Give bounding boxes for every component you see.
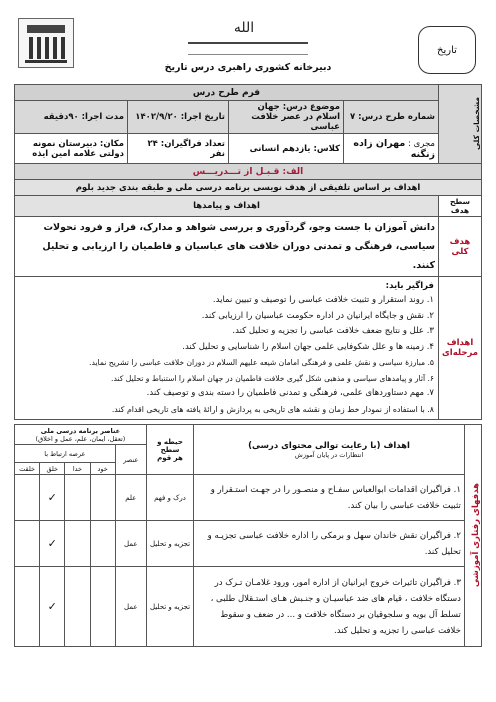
grade-cell: کلاس: یازدهم انسانی xyxy=(228,134,343,164)
list-item: ۷. مهم دستاوردهای علمی، فرهنگی و تمدنی فاطمیان را دسته بندی و توصیف کند. xyxy=(146,388,434,398)
behavioral-goal-text: ۳. فراگیران تاثیرات خروج ایرانیان از اداره امور، ورود غلامـان تـرک در دستگاه خلافت ، قیام های ضد عباسیـان و جنـبش هـای استـقلال طلبی ، تسلط آل بویه و سلجوقیان بر دستگاه خلافت و ... در ضعف و سقوط خلافت عباسی را تجزیه و تحلیل کند. xyxy=(194,567,465,647)
bloom-column-subtitle: هر قوم xyxy=(157,453,183,462)
area-cell xyxy=(15,567,40,647)
bloom-level: درک و فهم xyxy=(146,475,193,521)
bloom-column-header xyxy=(146,425,193,475)
behavioral-side-label: هدفهای رفتاری آموزشی xyxy=(471,483,481,588)
general-info-table xyxy=(14,84,482,420)
list-item: ۵. مبارزهٔ سیاسی و نقش علمی و فرهنگی امامان شیعه علیهم السلام در دوران خلافت عباسی را تشریح نماید. xyxy=(89,358,434,367)
behavioral-goal-text: ۱. فراگیران اقدامات ابوالعباس سفـاح و منصـور را در جهـت استـقرار و تثبیت خلافت عباسی را بیان کند. xyxy=(194,475,465,521)
check-icon: ✓ xyxy=(40,475,65,521)
element-cell: عمل xyxy=(115,521,146,567)
list-item: ۱. روند استقرار و تثبیت خلافت عباسی را توصیف و تبیین نماید. xyxy=(212,295,434,305)
general-goal-text: دانش آموزان با جست وجو، گردآوری و بررسی شواهد و مدارک، فراز و فرود تحولات سیاسی، فرهنگی و تمدنی دوران خلافت های عباسیان و فاطمیان را ارزیابی و تحلیل کنند. xyxy=(15,217,439,277)
place-cell: مکان: دبیرستان نمونه دولتی علامه امین ایذه xyxy=(15,134,128,164)
emblem-icon: الله xyxy=(233,20,255,36)
page-header xyxy=(18,18,476,80)
goals-column-subtitle: انتظارات در پایان آموزش xyxy=(294,450,364,459)
form-title: فرم طرح درس xyxy=(15,85,439,101)
lesson-duration: مدت اجرا: ۹۰دقیقه xyxy=(15,101,128,134)
bloom-column-title: حیطه و سطح xyxy=(157,437,183,454)
teacher-cell xyxy=(343,134,438,164)
date-box xyxy=(418,26,476,74)
learners-cell: تعداد فراگیران: ۲۴ نفر xyxy=(127,134,228,164)
area-cell xyxy=(15,475,40,521)
element-cell: علم xyxy=(115,475,146,521)
area-self: خود xyxy=(90,463,115,475)
lesson-date: تاریخ اجرا: ۱۴۰۲/۹/۲۰ xyxy=(127,101,228,134)
area-cell xyxy=(65,475,90,521)
goals-column-header xyxy=(194,425,465,475)
bloom-level: تجزیه و تحلیل xyxy=(146,567,193,647)
list-item: ۶. آثار و پیامدهای سیاسی و مذهبی شکل گیری خلافت فاطمیان در جهان اسلام را استنباط و تحلیل کند. xyxy=(111,373,434,383)
table-row xyxy=(15,567,482,647)
area-people: خلق xyxy=(40,463,65,475)
area-cell xyxy=(65,567,90,647)
national-elements-subtitle: (تعقل، ایمان، علم، عمل و اخلاق) xyxy=(35,434,126,443)
areas-header: عرصه ارتباط با xyxy=(15,445,116,463)
list-item: ۴. زمینه ها و علل شکوفایی علمی جهان اسلام را شناسایی و تحلیل کند. xyxy=(182,341,434,352)
area-god: خدا xyxy=(65,463,90,475)
general-goal-label: هدف کلی xyxy=(438,217,481,277)
element-cell: عمل xyxy=(115,567,146,647)
school-logo-icon xyxy=(18,18,74,68)
general-side-cell xyxy=(438,85,481,164)
national-elements-header xyxy=(15,425,147,445)
behavioral-goal-text: ۲. فراگیران نقش خاندان سهل و برمکی را اداره خلافت عباسی تجزیـه و تحلیل کند. xyxy=(194,521,465,567)
stage-goals-list xyxy=(19,293,434,417)
check-icon: ✓ xyxy=(40,567,65,647)
date-label: تاریخ xyxy=(437,44,457,56)
area-cell xyxy=(90,475,115,521)
teacher-name: مهران زاده زنگنه xyxy=(353,137,435,160)
element-column-header: عنصر xyxy=(115,445,146,475)
lesson-subject: موضوع درس: جهان اسلام در عصر خلافت عباسی xyxy=(228,101,343,134)
list-item: ۸. با استفاده از نمودار خط زمان و نقشه های تاریخی به پردازش و ارائهٔ یافته های تاریخی اقدام کند. xyxy=(111,404,434,414)
stage-goals-intro: فراگیر باید: xyxy=(385,281,434,291)
goals-column-title: اهداف (با رعایت توالی محتوای درسی) xyxy=(248,440,410,451)
area-cell xyxy=(90,567,115,647)
bloom-level: تجزیه و تحلیل xyxy=(146,521,193,567)
section-a-subtitle: اهداف بر اساس تلفیقی از هدف نویسی برنامه درسی ملی و طبقه بندی جدید بلوم xyxy=(15,180,482,196)
behavioral-side-cell xyxy=(464,425,481,647)
area-creation: خلقت xyxy=(15,463,40,475)
area-cell xyxy=(65,521,90,567)
general-side-label: مشخصات کلی xyxy=(472,97,481,151)
behavioral-goals-table xyxy=(14,424,482,647)
level-header: سطح هدف xyxy=(438,196,481,217)
national-elements-title: عناصر برنامه درسی ملی xyxy=(40,426,121,435)
stage-goals-cell xyxy=(15,277,439,420)
goals-header: اهداف و پیامدها xyxy=(15,196,439,217)
area-cell xyxy=(90,521,115,567)
list-item: ۲. نقش و جایگاه ایرانیان در اداره حکومت عباسیان را ارزیابی کند. xyxy=(201,310,434,321)
ministry-logo-icon xyxy=(188,42,308,55)
list-item: ۳. علل و نتایج ضعف خلافت عباسی را تجزیه و تحلیل کند. xyxy=(232,326,434,336)
table-row xyxy=(15,521,482,567)
plan-number: شماره طرح درس: ۷ xyxy=(343,101,438,134)
table-row xyxy=(15,475,482,521)
teacher-label: مجری : xyxy=(408,138,435,149)
check-icon: ✓ xyxy=(40,521,65,567)
stage-goals-label: اهداف مرحله‌ای xyxy=(438,277,481,420)
page-subtitle: دبیرخانه کشوری راهبری درس تاریخ xyxy=(164,62,332,73)
area-cell xyxy=(15,521,40,567)
section-a-title: الف: قـبـل از تـــدریـــس xyxy=(15,164,482,180)
